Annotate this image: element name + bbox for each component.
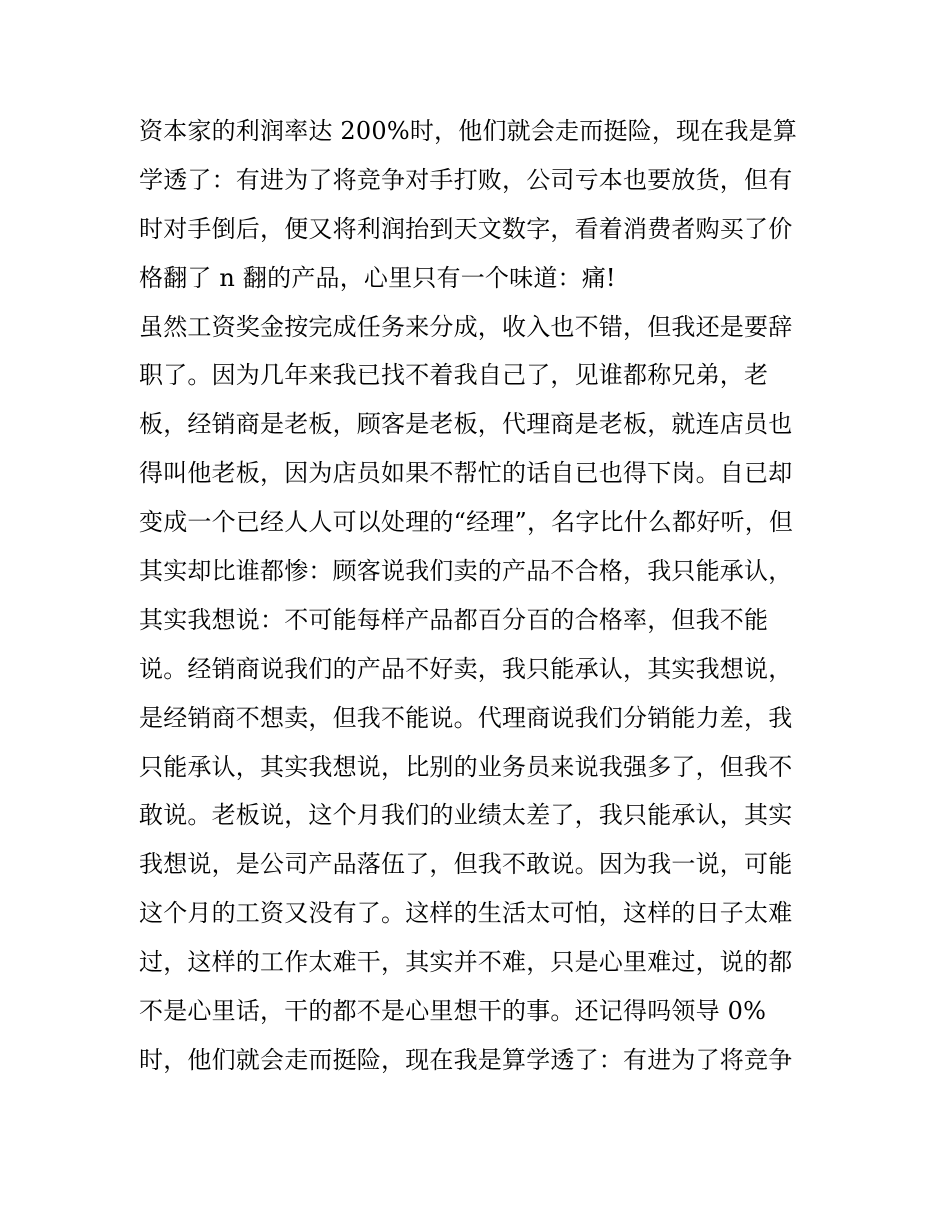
text-line: 时对手倒后，便又将利润抬到天文数字，看着消费者购买了价 <box>139 214 793 243</box>
text-line: 说。经销商说我们的产品不好卖，我只能承认，其实我想说， <box>139 654 793 683</box>
text-line: 变成一个已经人人可以处理的“经理”，名字比什么都好听，但 <box>139 508 794 537</box>
text-line: 这个月的工资又没有了。这样的生活太可怕，这样的日子太难 <box>139 899 793 928</box>
text-line: 只能承认，其实我想说，比别的业务员来说我强多了，但我不 <box>139 752 793 781</box>
text-line: 敢说。老板说，这个月我们的业绩太差了，我只能承认，其实 <box>139 801 793 830</box>
text-line: 过，这样的工作太难干，其实并不难，只是心里难过，说的都 <box>139 948 793 977</box>
text-line: 格翻了 n 翻的产品，心里只有一个味道：痛! <box>139 263 616 292</box>
text-line: 得叫他老板，因为店员如果不帮忙的话自已也得下岗。自已却 <box>139 459 793 488</box>
text-line: 其实我想说：不可能每样产品都百分百的合格率，但我不能 <box>139 605 769 634</box>
text-line: 时，他们就会走而挺险，现在我是算学透了：有进为了将竞争 <box>139 1045 793 1074</box>
text-line: 我想说，是公司产品落伍了，但我不敢说。因为我一说，可能 <box>139 850 793 879</box>
text-line: 其实却比谁都惨：顾客说我们卖的产品不合格，我只能承认， <box>139 557 793 586</box>
text-line: 学透了：有进为了将竞争对手打败，公司亏本也要放货，但有 <box>139 165 793 194</box>
body-text <box>139 107 819 1085</box>
text-line: 资本家的利润率达 200%时，他们就会走而挺险，现在我是算 <box>139 117 798 145</box>
text-line: 虽然工资奖金按完成任务来分成，收入也不错，但我还是要辞 <box>139 312 793 341</box>
text-line: 是经销商不想卖，但我不能说。代理商说我们分销能力差，我 <box>139 703 793 732</box>
text-line: 板，经销商是老板，顾客是老板，代理商是老板，就连店员也 <box>139 410 793 439</box>
text-line: 不是心里话，干的都不是心里想干的事。还记得吗领导 0% <box>139 997 767 1026</box>
text-line: 职了。因为几年来我已找不着我自己了，见谁都称兄弟，老 <box>139 361 769 390</box>
